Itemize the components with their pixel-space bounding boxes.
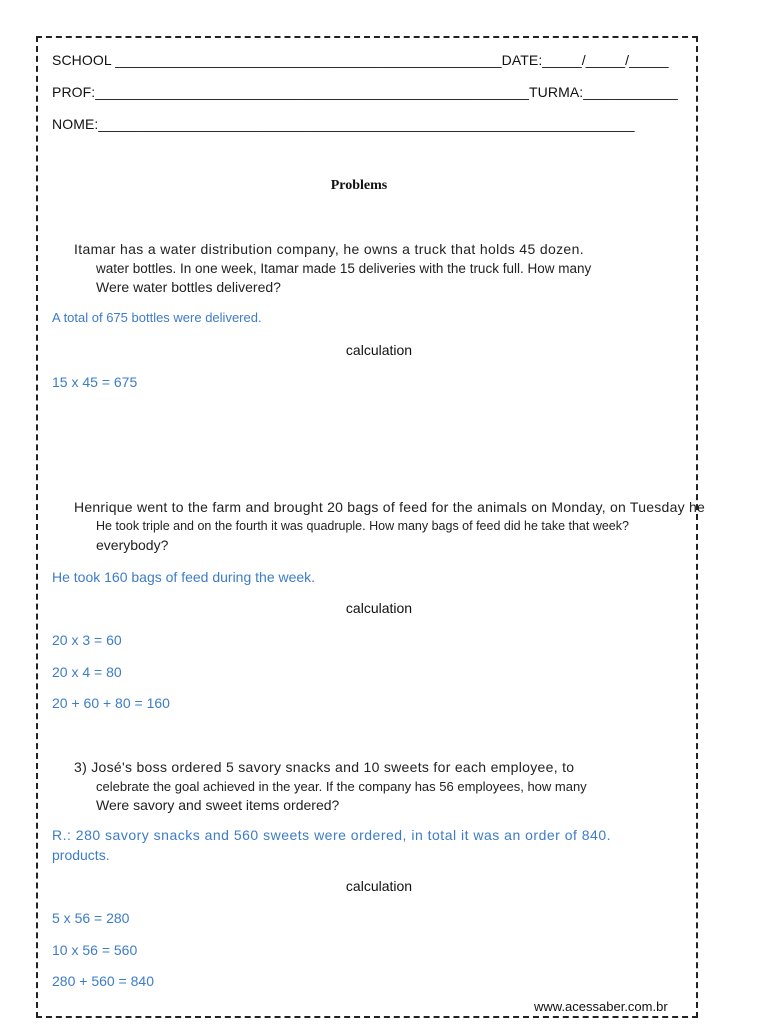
problem-2-calc-line-1: 20 x 3 = 60 <box>52 632 122 648</box>
problem-1-line-3: Were water bottles delivered? <box>96 279 281 295</box>
problem-3-calc-label: calculation <box>345 878 413 894</box>
problem-3-answer-line-1: R.: 280 savory snacks and 560 sweets were ordered, in total it was an order of 840. <box>52 827 612 843</box>
problem-3-calc-line-2: 10 x 56 = 560 <box>52 942 138 958</box>
problem-2-line-2: He took triple and on the fourth it was quadruple. How many bags of feed did he take that week? <box>96 519 629 533</box>
problem-1-answer: A total of 675 bottles were delivered. <box>52 310 262 325</box>
problem-1-line-1: Itamar has a water distribution company, he owns a truck that holds 45 dozen. <box>74 241 584 257</box>
school-date-line: SCHOOL _________________________________________________DATE:_____/_____/_____ <box>52 52 669 68</box>
problem-3-answer-line-2: products. <box>52 847 110 863</box>
problem-2-line-1: Henrique went to the farm and brought 20 bags of feed for the animals on Monday, on Tuesday he <box>74 499 706 515</box>
problem-3-calc-line-3: 280 + 560 = 840 <box>52 973 154 989</box>
problem-2-line-3: everybody? <box>96 537 169 553</box>
nome-line: NOME:____________________________________________________________________ <box>52 116 635 132</box>
problem-2-answer: He took 160 bags of feed during the week. <box>52 569 316 585</box>
problem-3-text <box>74 758 587 815</box>
problem-3-line-2: celebrate the goal achieved in the year. If the company has 56 employees, how many <box>96 779 587 794</box>
problem-1-calc-line-1: 15 x 45 = 675 <box>52 374 138 390</box>
problem-2-calc-line-2: 20 x 4 = 80 <box>52 664 122 680</box>
problem-3-line-3: Were savory and sweet items ordered? <box>96 797 340 813</box>
problem-3-calc-line-1: 5 x 56 = 280 <box>52 910 130 926</box>
prof-turma-line: PROF:_______________________________________________________TURMA:____________ <box>52 84 678 100</box>
footer-website: www.acessaber.com.br <box>534 999 668 1014</box>
problem-2-calc-label: calculation <box>345 600 413 616</box>
problem-1-calc-label: calculation <box>345 342 413 358</box>
problem-1-text <box>74 240 591 297</box>
problem-2-calc-line-3: 20 + 60 + 80 = 160 <box>52 695 170 711</box>
page-title: Problems <box>330 178 388 193</box>
problem-3-line-1: 3) José's boss ordered 5 savory snacks and 10 sweets for each employee, to <box>74 759 575 775</box>
problem-1-line-2: water bottles. In one week, Itamar made 15 deliveries with the truck full. How many <box>96 261 592 276</box>
problem-2-text <box>74 498 705 555</box>
